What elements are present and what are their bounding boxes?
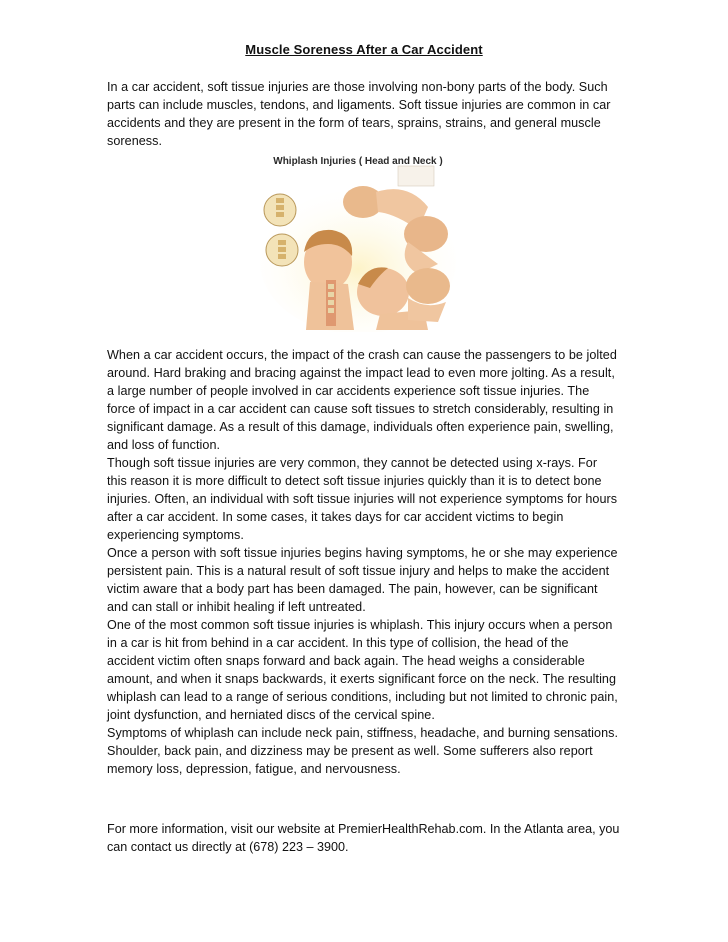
paragraph-whiplash: One of the most common soft tissue injuries is whiplash. This injury occurs when a person in a car is hit from behind in a car accident. In this type of collision, the head of the accident victim often snaps forward and back again. The head weighs a considerable amount, and when it snaps backwards, it exerts significant force on the neck. The resulting whiplash can lead to a range of serious conditions, including but not limited to chronic pain, joint dysfunction, and herniated discs of the cervical spine. xyxy=(107,618,618,722)
paragraph-intro: In a car accident, soft tissue injuries are those involving non-bony parts of the body. Such parts can include muscles, tendons, and ligaments. Soft tissue injuries are common in car accidents and they are present in the form of tears, sprains, strains, and general muscle soreness. xyxy=(107,80,611,148)
paragraph-impact: When a car accident occurs, the impact of the crash can cause the passengers to be jolted around. Hard braking and bracing against the impact lead to even more jolting. As a result, a large number of people involved in car accidents experience soft tissue injuries. The force of impact in a car accident can cause soft tissues to stretch considerably, resulting in significant damage. As a result of this damage, individuals often experience pain, swelling, and loss of function. xyxy=(107,348,617,452)
whiplash-illustration-drawing xyxy=(258,152,458,332)
contact-footer: For more information, visit our website at PremierHealthRehab.com. In the Atlanta area, you can contact us directly at (678) 223 – 3900. xyxy=(107,822,620,854)
figure-title: Whiplash Injuries ( Head and Neck ) xyxy=(273,156,443,167)
whiplash-illustration xyxy=(258,152,458,332)
document-title: Muscle Soreness After a Car Accident xyxy=(245,42,483,57)
paragraph-whiplash-symptoms: Symptoms of whiplash can include neck pain, stiffness, headache, and burning sensations. Shoulder, back pain, and dizziness may be present as well. Some sufferers also report memory loss, depression, fatigue, and nervousness. xyxy=(107,726,619,776)
paragraph-symptoms-onset: Once a person with soft tissue injuries begins having symptoms, he or she may experience persistent pain. This is a natural result of soft tissue injury and helps to make the accident victim aware that a body part has been damaged. The pain, however, can be significant and can stall or inhibit healing if left untreated. xyxy=(107,546,618,614)
paragraph-detection: Though soft tissue injuries are very common, they cannot be detected using x-rays. For this reason it is more difficult to detect soft tissue injuries quickly than it is to detect bone injuries. Often, an individual with soft tissue injuries will not experience symptoms for hours after a car accident. In some cases, it takes days for car accident victims to begin experiencing symptoms. xyxy=(107,456,618,542)
